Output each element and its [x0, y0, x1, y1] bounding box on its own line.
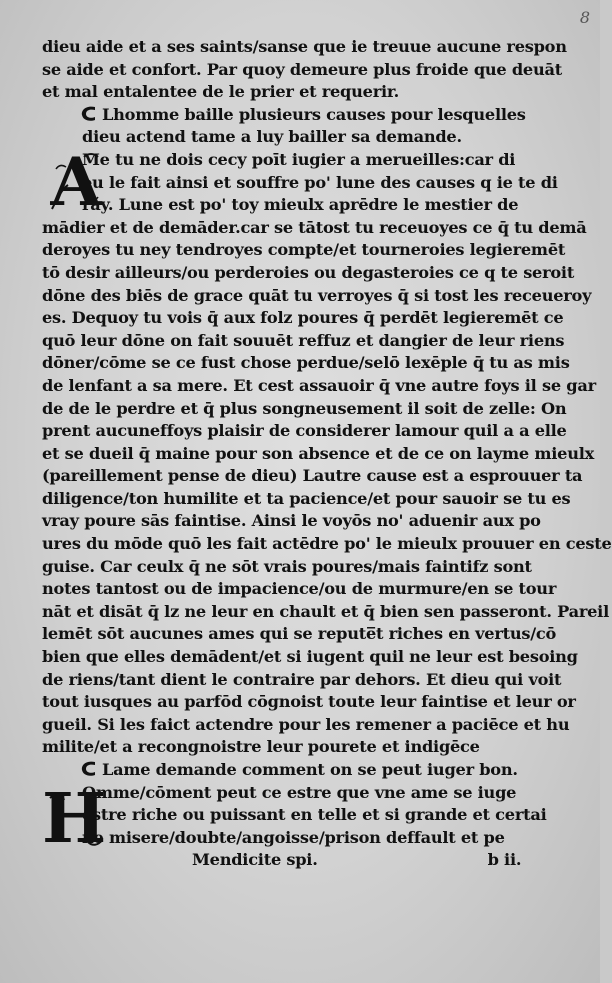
text-line: vray poure sās faintise. Ainsi le voyōs no' aduenir aux po [42, 511, 541, 531]
signature-mark: b ii. [487, 850, 522, 870]
footer-line [42, 849, 560, 872]
text-line: ray. Lune est po' toy mieulx aprēdre le mestier de [82, 195, 519, 215]
pilcrow-icon [80, 760, 98, 778]
text-line: (pareillement pense de dieu) Lautre cause est a esprouuer ta [42, 466, 583, 486]
text-line: tō desir ailleurs/ou perderoies ou degasteroies ce q te seroit [42, 262, 575, 282]
text-line: Omme/cōment peut ce estre que vne ame se iuge [82, 782, 517, 802]
text-line: se aide et confort. Par quoy demeure plus froide que deuāt [42, 59, 562, 79]
text-line: estre riche ou puissant en telle et si grande et certai [82, 805, 547, 825]
text-line: quō leur dōne on fait souuēt reffuz et dangier de leur riens [42, 330, 565, 350]
text-line: dōner/cōme se ce fust chose perdue/selō lexēple q̄ tu as mis [42, 353, 570, 373]
rubric-line-2: dieu actend tame a luy bailler sa demande. [82, 127, 462, 147]
text-line: deroyes tu ney tendroyes compte/et tourneroies legieremēt [42, 240, 566, 260]
rubric-heading-1 [42, 104, 560, 149]
footer-text: Mendicite spi. [192, 850, 318, 870]
rubric-text: Lame demande comment on se peut iuger bon. [102, 760, 518, 779]
text-line: notes tantost ou de impacience/ou de murmure/en se tour [42, 579, 557, 599]
text-block [42, 36, 612, 872]
text-line: tout iusques au parfōd cōgnoist toute leur faintise et leur or [42, 692, 576, 712]
text-line: diligence/ton humilite et ta pacience/et pour sauoir se tu es [42, 488, 571, 508]
pilcrow-icon [80, 105, 98, 123]
text-line: guise. Car ceulx q̄ ne sōt vrais poures/mais faintifz sont [42, 556, 532, 576]
text-line: es. Dequoy tu vois q̄ aux folz poures q̄ perdēt legieremēt ce [42, 308, 564, 328]
text-line: dōne des biēs de grace quāt tu verroyes q̄ si tost les receueroy [42, 285, 592, 305]
paragraph-2 [42, 142, 612, 759]
rubric-heading-2 [42, 759, 560, 782]
text-line: de riens/tant dient le contraire par dehors. Et dieu qui voit [42, 669, 562, 689]
text-line: ne misere/doubte/angoisse/prison deffault et pe [82, 827, 505, 847]
paragraph-1 [42, 36, 567, 104]
rubric-line-1 [42, 759, 560, 782]
rubric-text: Lhomme baille plusieurs causes pour lesquelles [102, 104, 526, 124]
text-line: milite/et a recongnoistre leur pourete et indigēce [42, 737, 480, 757]
paragraph-3 [42, 778, 560, 859]
initial-letter: A [50, 142, 102, 221]
text-line: dieu aide et a ses saints/sanse que ie treuue aucune respon [42, 37, 567, 56]
text-line: lemēt sōt aucunes ames qui se repute̅t riches en vertus/cō [42, 624, 557, 644]
text-line: bien que elles demādent/et si iugent quil ne leur est besoing [42, 647, 578, 667]
text-line: eu le fait ainsi et souffre po' lune des causes q ie te di [82, 172, 558, 192]
text-line: nāt et disāt q̄ lz ne leur en chault et q̄ bien sen passeront. Pareil [42, 601, 609, 621]
text-line: et se dueil q̄ maine pour son absence et de ce on layme mieulx [42, 443, 595, 463]
text-line: de de le perdre et q̄ plus songneusement il soit de zelle: On [42, 398, 567, 418]
text-line: de lenfant a sa mere. Et cest assauoir q̄ vne autre foys il se gar [42, 375, 596, 395]
decorated-initial-a [48, 142, 104, 221]
text-line: ures du mōde quō les fait actēdre po' le mieulx prouuer en ceste [42, 534, 612, 554]
folio-mark: 8 [579, 8, 590, 27]
text-line: gueil. Si les faict actendre pour les remener a paciēce et hu [42, 714, 570, 734]
initial-letter: H [42, 778, 106, 859]
text-line: et mal entalentee de le prier et requerir. [42, 82, 400, 102]
decorated-initial-h [42, 778, 106, 859]
text-line: prent aucuneffoys plaisir de considerer lamour quil a a elle [42, 421, 567, 441]
text-line: Me tu ne dois cecy poīt iugier a merueilles:car di [82, 149, 516, 169]
text-line: mādier et de demāder.car se tātost tu receuoyes ce q̄ tu demā [42, 217, 587, 237]
rubric-line-1 [42, 104, 560, 127]
